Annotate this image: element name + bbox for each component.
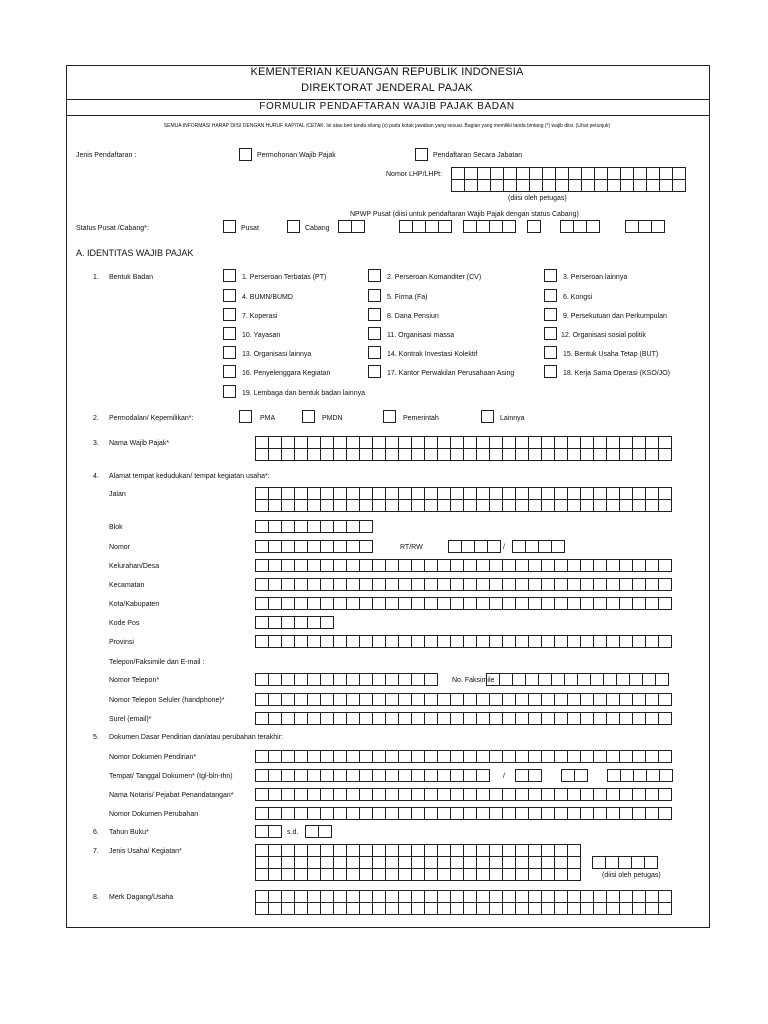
badan-option: 8. Dana Pensiun [387,313,439,320]
faks-boxes[interactable] [486,673,669,686]
badan-option: 11. Organisasi massa [387,332,455,339]
kodepos-label: Kode Pos [109,620,140,627]
npwp-boxes[interactable] [338,220,365,233]
option-jabatan-label: Pendaftaran Secara Jabatan [433,152,523,159]
telepon-header: Telepon/Faksimile dan E-mail : [109,659,205,666]
q6-number: 6. [93,829,99,836]
instruction-text: SEMUA INFORMASI HARAP DIISI DENGAN HURUF KAPITAL /CETAK. Isi atau beri tanda silang (x) pada kotak jawaban yang sesuai. Bagian yang memiliki tanda bintang (*) wajib diisi. (Lihat petunjuk) [163,123,611,129]
tempat-slash: / [503,773,505,780]
badan-option: 18. Kerja Sama Operasi (KSO/JO) [563,370,670,377]
q2-label: Permodalan/ Kepemilikan*: [109,415,194,422]
jalan-boxes[interactable] [255,499,672,512]
q5-number: 5. [93,734,99,741]
npwp-label: NPWP Pusat (diisi untuk pendaftaran Wajib Pajak dengan status Cabang) [350,211,579,218]
badan-option: 12. Organisasi sosial politik [561,332,646,339]
kodepos-boxes[interactable] [255,616,334,629]
sd-label: s.d. [287,829,299,836]
checkbox-pma[interactable] [239,410,252,423]
provinsi-label: Provinsi [109,639,134,646]
tahun-buku-start-boxes[interactable] [255,825,282,838]
checkbox-badan-1[interactable] [223,269,236,282]
badan-option: 19. Lembaga dan bentuk badan lainnya [242,390,365,397]
lhp-number-boxes[interactable] [451,179,686,192]
badan-option: 9. Persekutuan dan Perkumpulan [563,313,667,320]
tempat-boxes[interactable] [255,769,490,782]
kelurahan-boxes[interactable] [255,559,672,572]
checkbox-badan-9[interactable] [544,308,557,321]
checkbox-badan-17[interactable] [368,365,381,378]
modal-option: Lainnya [500,415,525,422]
jenis-usaha-boxes[interactable] [255,868,581,881]
npwp-boxes[interactable] [625,220,665,233]
checkbox-badan-13[interactable] [223,346,236,359]
blok-boxes[interactable] [255,520,373,533]
option-permohonan-label: Permohonan Wajib Pajak [257,152,336,159]
status-label: Status Pusat /Cabang*: [76,225,149,232]
q8-label: Merk Dagang/Usaha [109,894,174,901]
kecamatan-boxes[interactable] [255,578,672,591]
officer-note: (diisi oleh petugas) [602,872,661,879]
badan-option: 6. Kongsi [563,294,593,301]
checkbox-permohonan[interactable] [239,148,252,161]
npwp-boxes[interactable] [560,220,600,233]
q5-label: Dokumen Dasar Pendirian dan/atau perubahan terakhir: [109,734,283,741]
nomor-boxes[interactable] [255,540,373,553]
dok-perubahan-boxes[interactable] [255,807,672,820]
dok-perubahan-label: Nomor Dokumen Perubahan [109,811,199,818]
rtrw-slash: / [503,544,505,551]
badan-option: 1. Perseroan Terbatas (PT) [242,274,327,281]
badan-option: 2. Perseroan Komanditer (CV) [387,274,482,281]
dok-pendirian-boxes[interactable] [255,750,672,763]
divider [66,99,709,100]
checkbox-badan-16[interactable] [223,365,236,378]
checkbox-cabang[interactable] [287,220,300,233]
checkbox-lainnya[interactable] [481,410,494,423]
status-pusat-label: Pusat [241,225,259,232]
checkbox-pusat[interactable] [223,220,236,233]
checkbox-badan-2[interactable] [368,269,381,282]
badan-option: 4. BUMN/BUMD [242,294,293,301]
modal-option: Pemerintah [403,415,439,422]
status-cabang-label: Cabang [305,225,330,232]
rt-boxes[interactable] [448,540,501,553]
nama-wp-boxes[interactable] [255,448,672,461]
kelurahan-label: Kelurahan/Desa [109,563,160,570]
surel-label: Surel (email)* [109,716,152,723]
checkbox-badan-6[interactable] [544,289,557,302]
q1-label: Bentuk Badan [109,274,153,281]
rw-boxes[interactable] [512,540,565,553]
notaris-boxes[interactable] [255,788,672,801]
q8-number: 8. [93,894,99,901]
checkbox-badan-18[interactable] [544,365,557,378]
checkbox-badan-19[interactable] [223,385,236,398]
telepon-boxes[interactable] [255,673,438,686]
notaris-label: Nama Notaris/ Pejabat Penandatangan* [109,792,234,799]
q1-number: 1. [93,274,99,281]
tahun-boxes[interactable] [607,769,673,782]
checkbox-pemerintah[interactable] [383,410,396,423]
rtrw-label: RT/RW [400,544,423,551]
seluler-label: Nomor Telepon Seluler (handphone)* [109,697,225,704]
checkbox-badan-7[interactable] [223,308,236,321]
tanggal-boxes[interactable] [515,769,542,782]
q4-number: 4. [93,473,99,480]
q2-number: 2. [93,415,99,422]
checkbox-badan-3[interactable] [544,269,557,282]
jalan-label: Jalan [109,491,126,498]
tempat-tanggal-label: Tempat/ Tanggal Dokumen* (tgl-bln-thn) [109,773,233,780]
checkbox-badan-4[interactable] [223,289,236,302]
modal-option: PMA [260,415,276,422]
badan-option: 7. Koperasi [242,313,278,320]
ministry-title: KEMENTERIAN KEUANGAN REPUBLIK INDONESIA [250,66,524,78]
merk-dagang-boxes[interactable] [255,902,672,915]
badan-option: 16. Penyelenggara Kegiatan [242,370,331,377]
blok-label: Blok [109,524,123,531]
q7-label: Jenis Usaha/ Kegiatan* [109,848,182,855]
checkbox-badan-5[interactable] [368,289,381,302]
checkbox-badan-14[interactable] [368,346,381,359]
surel-boxes[interactable] [255,712,672,725]
seluler-boxes[interactable] [255,693,672,706]
dok-pendirian-label: Nomor Dokumen Pendirian* [109,754,197,761]
badan-option: 13. Organisasi lainnya [242,351,312,358]
checkbox-pmdn[interactable] [302,410,315,423]
section-a-title: A. IDENTITAS WAJIB PAJAK [76,248,194,258]
npwp-boxes[interactable] [463,220,516,233]
kecamatan-label: Kecamatan [109,582,145,589]
checkbox-badan-8[interactable] [368,308,381,321]
telepon-label: Nomor Telepon* [109,677,160,684]
q3-label: Nama Wajib Pajak* [109,440,170,447]
badan-option: 14. Kontrak Investasi Kolektif [387,351,478,358]
npwp-boxes[interactable] [399,220,452,233]
provinsi-boxes[interactable] [255,635,672,648]
q7-number: 7. [93,848,99,855]
q6-label: Tahun Buku* [109,829,149,836]
faks-label: No. Faksimile [452,677,495,684]
nomor-label: Nomor [109,544,131,551]
badan-option: 10. Yayasan [242,332,281,339]
q3-number: 3. [93,440,99,447]
bulan-boxes[interactable] [561,769,588,782]
divider [66,115,709,116]
badan-option: 15. Bentuk Usaha Tetap (BUT) [563,351,659,358]
lhp-label: Nomor LHP/LHPt: [386,171,443,178]
officer-note: (diisi oleh petugas) [508,195,567,202]
directorate-title: DIREKTORAT JENDERAL PAJAK [301,82,473,94]
kota-label: Kota/Kabupaten [109,601,160,608]
checkbox-jabatan[interactable] [415,148,428,161]
checkbox-badan-12[interactable] [544,327,557,340]
kota-boxes[interactable] [255,597,672,610]
checkbox-badan-15[interactable] [544,346,557,359]
npwp-boxes[interactable] [527,220,541,233]
badan-option: 17. Kantor Perwakilan Perusahaan Asing [387,370,515,377]
registration-type-label: Jenis Pendaftaran : [76,152,137,159]
badan-option: 5. Firma (Fa) [387,294,428,301]
badan-option: 3. Perseroan lainnya [563,274,628,281]
checkbox-badan-10[interactable] [223,327,236,340]
kode-klu-boxes[interactable] [592,856,658,869]
q4-label: Alamat tempat kedudukan/ tempat kegiatan usaha*: [109,473,270,480]
checkbox-badan-11[interactable] [368,327,381,340]
form-title: FORMULIR PENDAFTARAN WAJIB PAJAK BADAN [259,101,515,112]
tahun-buku-end-boxes[interactable] [305,825,332,838]
modal-option: PMDN [322,415,343,422]
